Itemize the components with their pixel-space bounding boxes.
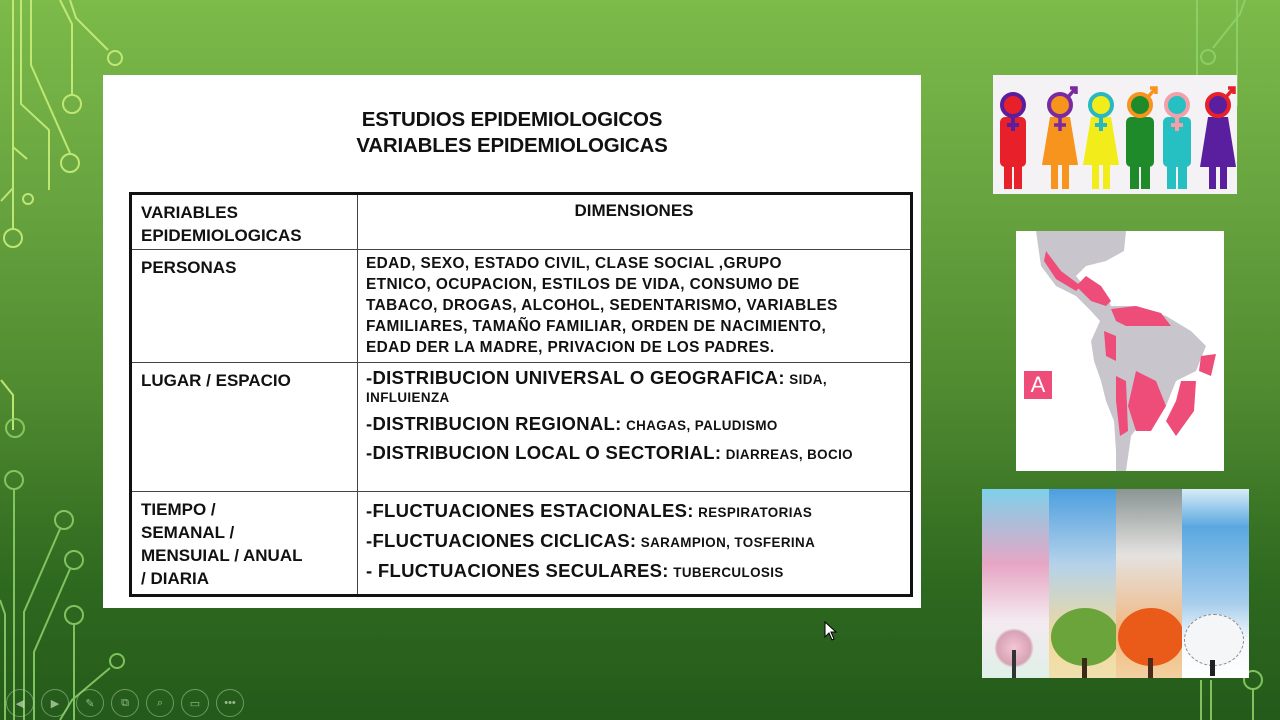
distribution-examples: DIARREAS, BOCIO [725,447,854,462]
fluctuation-estacional [366,497,902,527]
mouse-pointer-icon [824,621,838,641]
fluctuation-secular [366,557,902,587]
dimension-line: EDAD, SEXO, ESTADO CIVIL, CLASE SOCIAL ,GRUPO [366,255,782,272]
subtitles-icon: ▭ [189,697,201,710]
slide-title-line1: ESTUDIOS EPIDEMIOLOGICOS [361,108,663,131]
dimension-line: FAMILIARES, TAMAÑO FAMILIAR, ORDEN DE NACIMIENTO, [366,318,827,335]
fluctuation-examples: RESPIRATORIAS [698,505,813,520]
pen-tool-button[interactable] [76,689,104,717]
previous-icon: ◀ [15,697,25,710]
season-winter-panel [1182,489,1249,678]
variable-line: SEMANAL / [141,523,235,542]
distribution-examples: CHAGAS, PALUDISMO [626,418,778,433]
four-seasons-image [982,489,1249,678]
people-icons [993,75,1237,194]
map-label-badge: A [1024,371,1052,399]
fluctuation-label: - FLUCTUACIONES SECULARES: [366,560,669,581]
row-dimensions-tiempo [358,492,912,596]
gender-figures-image [993,75,1237,194]
table-header-row [131,194,912,250]
fluctuation-label: -FLUCTUACIONES ESTACIONALES: [366,500,694,521]
fluctuation-label: -FLUCTUACIONES CICLICAS: [366,530,637,551]
distribution-label: -DISTRIBUCION UNIVERSAL O GEOGRAFICA: [366,367,785,388]
fluctuation-ciclica [366,527,902,557]
next-slide-button[interactable] [41,689,69,717]
header-variables-line1: VARIABLES [141,203,238,222]
season-spring-panel [982,489,1049,678]
variable-line: / DIARIA [141,569,209,588]
row-variable-personas: PERSONAS [131,250,358,363]
ellipsis-icon: ••• [224,697,236,709]
table-row [131,250,912,363]
distribution-regional [366,414,902,436]
fluctuation-examples: SARAMPION, TOSFERINA [640,535,816,550]
header-variables [131,194,358,250]
variables-table [129,192,913,597]
distribution-examples: SIDA, [789,372,827,387]
distribution-label: -DISTRIBUCION LOCAL O SECTORIAL: [366,442,722,463]
map-graphic [1016,231,1224,471]
subtitles-button[interactable] [181,689,209,717]
dimension-line: TABACO, DROGAS, ALCOHOL, SEDENTARISMO, VARIABLES [366,297,838,314]
table-row [131,492,912,596]
latin-america-map-image [1016,231,1224,471]
header-dimensiones-label: DIMENSIONES [574,201,694,220]
zoom-button[interactable] [146,689,174,717]
next-icon: ▶ [50,697,60,710]
season-autumn-panel [1116,489,1183,678]
row-dimensions-personas [358,250,912,363]
row-dimensions-lugar [358,363,912,492]
row-variable-lugar: LUGAR / ESPACIO [131,363,358,492]
header-variables-line2: EPIDEMIOLOGICAS [141,226,302,245]
distribution-label: -DISTRIBUCION REGIONAL: [366,413,622,434]
distribution-examples-cont: INFLUIENZA [366,390,450,405]
variable-line: MENSUIAL / ANUAL [141,546,303,565]
variable-line: TIEMPO / [141,500,216,519]
distribution-local [366,443,902,465]
slide-title-line2: VARIABLES EPIDEMIOLOGICAS [356,134,668,157]
pen-icon: ✎ [85,697,95,710]
header-dimensiones [358,194,912,250]
fluctuation-examples: TUBERCULOSIS [673,565,784,580]
slides-icon: ⧉ [121,696,129,709]
dimension-line: EDAD DER LA MADRE, PRIVACION DE LOS PADRES. [366,339,775,356]
see-all-slides-button[interactable] [111,689,139,717]
row-variable-tiempo [131,492,358,596]
dimension-line: ETNICO, OCUPACION, ESTILOS DE VIDA, CONSUMO DE [366,276,800,293]
presenter-controls [6,689,244,717]
previous-slide-button[interactable] [6,689,34,717]
table-row [131,363,912,492]
distribution-universal [366,369,902,407]
slide-content [103,75,921,608]
magnifier-icon: ⌕ [156,696,164,709]
season-summer-panel [1049,489,1116,678]
more-options-button[interactable] [216,689,244,717]
